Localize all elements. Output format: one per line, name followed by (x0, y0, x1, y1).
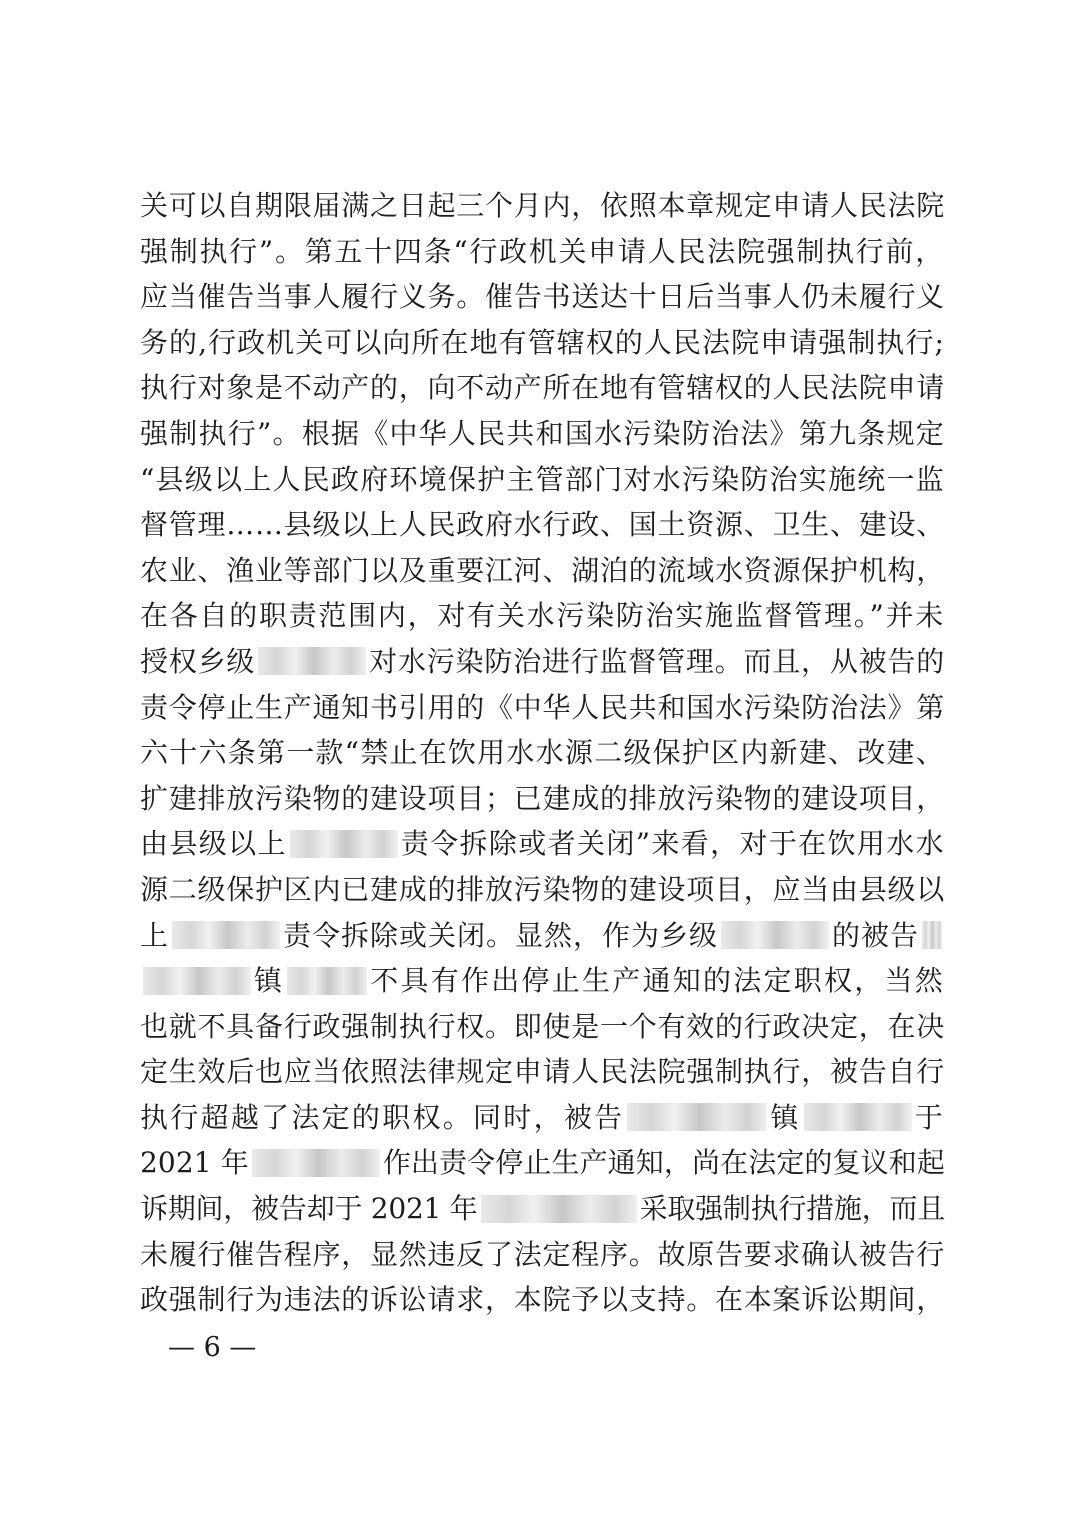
text-segment: 也就不具备行政强制执行权。即使是一个有效的行政决定，在决 (140, 1009, 945, 1043)
text-segment: 于 (914, 1100, 945, 1134)
text-segment: 责令停止生产通知书引用的《中华人民共和国水污染防治法》第 (140, 690, 945, 724)
redaction-blur (258, 647, 366, 675)
text-line (140, 365, 945, 411)
body-text (140, 183, 945, 1323)
redaction-blur (721, 921, 829, 949)
text-line (140, 411, 945, 457)
text-segment: 作出责令停止生产通知，尚在法定的复议和起 (382, 1146, 945, 1180)
text-line (140, 1095, 945, 1141)
text-segment: 强制执行”。根据《中华人民共和国水污染防治法》第九条规定 (140, 416, 945, 450)
text-segment: 督管理……县级以上人民政府水行政、国土资源、卫生、建设、 (140, 508, 945, 542)
text-line (140, 685, 945, 731)
redaction-blur (290, 830, 398, 858)
text-segment: 务的,行政机关可以向所在地有管辖权的人民法院申请强制执行; (140, 325, 945, 359)
text-line (140, 274, 945, 320)
text-segment: 上 (140, 918, 169, 952)
text-line (140, 229, 945, 275)
text-segment: 责令拆除或关闭。显然，作为乡级 (283, 918, 718, 952)
text-line (140, 457, 945, 503)
text-segment: 责令拆除或者关闭”来看，对于在饮用水水 (400, 827, 945, 861)
text-line (140, 958, 945, 1004)
text-segment: “县级以上人民政府环境保护主管部门对水污染防治实施统一监 (140, 462, 945, 496)
text-segment: 源二级保护区内已建成的排放污染物的建设项目，应当由县级以 (140, 872, 945, 906)
redaction-blur (252, 1149, 380, 1177)
text-segment: 诉期间，被告却于 2021 年 (140, 1192, 478, 1226)
text-segment: 对水污染防治进行监督管理。而且，从被告的 (369, 644, 945, 678)
text-line (140, 1140, 945, 1186)
text-segment: 定生效后也应当依照法律规定申请人民法院强制执行，被告自行 (140, 1055, 945, 1089)
text-line (140, 639, 945, 685)
text-line (140, 1232, 945, 1278)
text-line (140, 1004, 945, 1050)
text-line (140, 821, 945, 867)
text-line (140, 1049, 945, 1095)
text-segment: 关可以自期限届满之日起三个月内，依照本章规定申请人民法院 (140, 189, 945, 222)
text-segment: 农业、渔业等部门以及重要江河、湖泊的流域水资源保护机构， (140, 553, 945, 587)
redaction-blur (143, 967, 251, 995)
redaction-blur (922, 921, 942, 949)
text-segment: 由县级以上 (140, 827, 287, 861)
text-line (140, 1277, 945, 1323)
text-line (140, 913, 945, 959)
text-line (140, 776, 945, 822)
page-number: — 6 — (168, 1332, 257, 1363)
text-segment: 政强制行为违法的诉讼请求，本院予以支持。在本案诉讼期间， (140, 1283, 945, 1317)
text-line (140, 867, 945, 913)
text-line (140, 1186, 945, 1232)
text-segment: 未履行催告程序，显然违反了法定程序。故原告要求确认被告行 (140, 1237, 945, 1271)
text-line (140, 502, 945, 548)
redaction-blur (172, 921, 280, 949)
redaction-blur (481, 1195, 637, 1223)
text-segment: 采取强制执行措施，而且 (639, 1192, 945, 1226)
text-line (140, 593, 945, 639)
text-line (140, 730, 945, 776)
text-segment: 六十六条第一款“禁止在饮用水水源二级保护区内新建、改建、 (140, 736, 945, 770)
text-segment: 强制执行”。第五十四条“行政机关申请人民法院强制执行前， (140, 234, 945, 268)
text-segment: 镇 (254, 964, 285, 998)
text-segment: 执行对象是不动产的，向不动产所在地有管辖权的人民法院申请 (140, 371, 945, 405)
text-segment: 2021 年 (140, 1146, 249, 1180)
redaction-blur (627, 1103, 767, 1131)
text-segment: 扩建排放污染物的建设项目；已建成的排放污染物的建设项目， (140, 781, 945, 815)
text-segment: 授权乡级 (140, 644, 256, 678)
text-segment: 不具有作出停止生产通知的法定职权，当然 (370, 964, 945, 998)
redaction-blur (287, 967, 367, 995)
text-segment: 应当催告当事人履行义务。催告书送达十日后当事人仍未履行义 (140, 280, 945, 314)
text-line (140, 548, 945, 594)
redaction-blur (804, 1103, 912, 1131)
text-line (140, 320, 945, 366)
text-line (140, 183, 945, 229)
text-segment: 的被告 (831, 918, 919, 952)
text-segment: 在各自的职责范围内，对有关水污染防治实施监督管理。”并未 (140, 599, 945, 633)
text-segment: 执行超越了法定的职权。同时，被告 (140, 1100, 625, 1134)
text-segment: 镇 (770, 1100, 801, 1134)
